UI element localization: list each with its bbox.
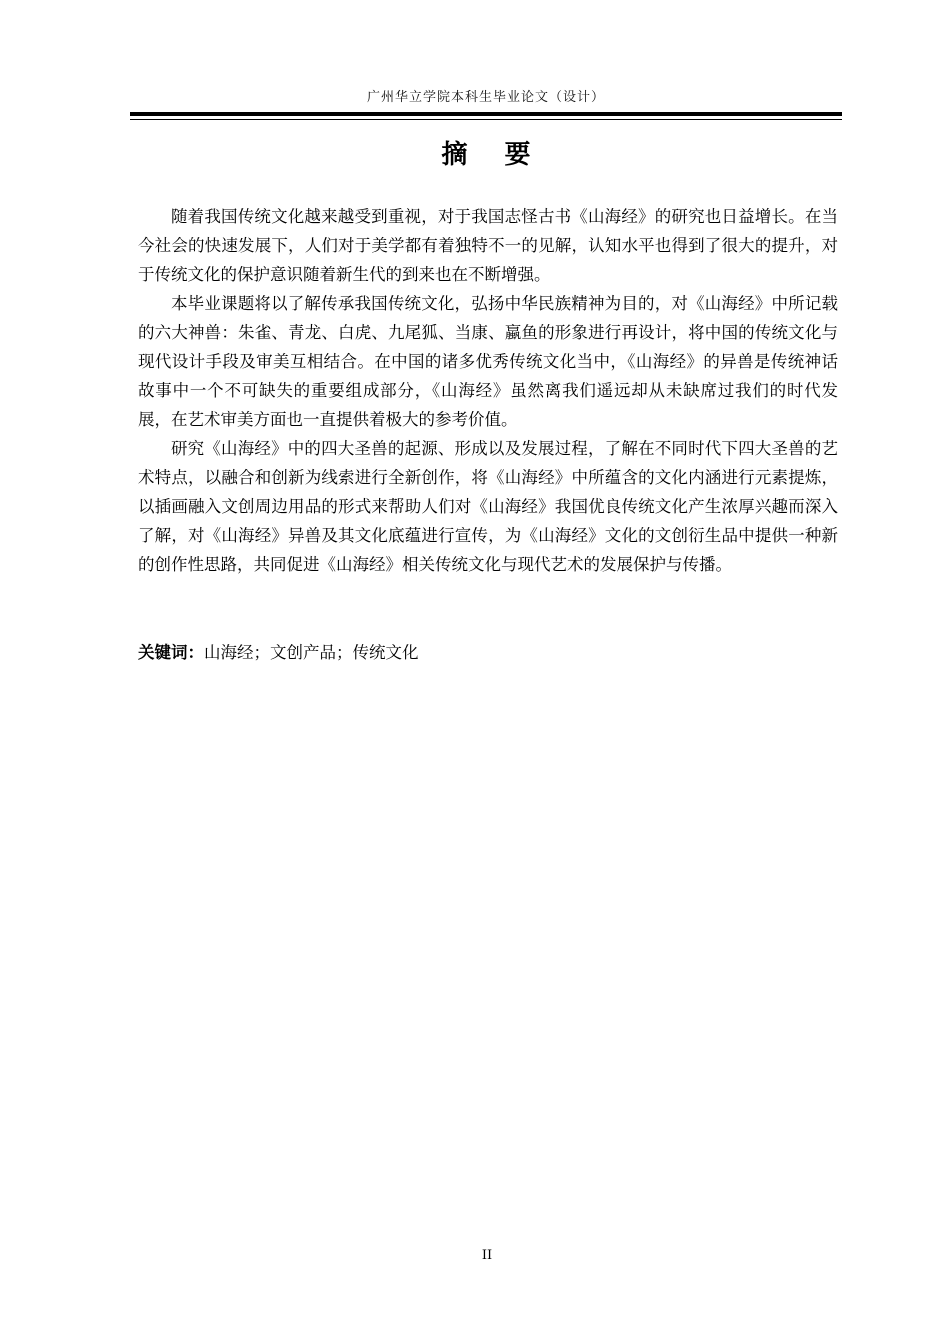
abstract-body bbox=[138, 202, 838, 579]
keywords-line bbox=[138, 638, 838, 667]
keywords-value: 山海经；文创产品；传统文化 bbox=[204, 643, 419, 662]
abstract-paragraph-1: 随着我国传统文化越来越受到重视，对于我国志怪古书《山海经》的研究也日益增长。在当今社会的快速发展下，人们对于美学都有着独特不一的见解，认知水平也得到了很大的提升，对于传统文化的保护意识随着新生代的到来也在不断增强。 bbox=[138, 207, 838, 284]
header-rule-thin bbox=[130, 119, 842, 120]
keywords-label: 关键词： bbox=[138, 643, 204, 662]
page-number: II bbox=[481, 1248, 493, 1263]
header-rule-thick bbox=[130, 112, 842, 116]
abstract-paragraph-2: 本毕业课题将以了解传承我国传统文化，弘扬中华民族精神为目的，对《山海经》中所记载的六大神兽：朱雀、青龙、白虎、九尾狐、当康、蠃鱼的形象进行再设计，将中国的传统文化与现代设计手段及审美互相结合。在中国的诸多优秀传统文化当中，《山海经》的异兽是传统神话故事中一个不可缺失的重要组成部分，《山海经》虽然离我们遥远却从未缺席过我们的时代发展，在艺术审美方面也一直提供着极大的参考价值。 bbox=[138, 294, 838, 429]
abstract-title: 摘 要 bbox=[441, 140, 545, 170]
page-header: 广州华立学院本科生毕业论文（设计） bbox=[366, 90, 605, 105]
abstract-paragraph-3: 研究《山海经》中的四大圣兽的起源、形成以及发展过程，了解在不同时代下四大圣兽的艺术特点，以融合和创新为线索进行全新创作，将《山海经》中所蕴含的文化内涵进行元素提炼，以插画融入文创周边用品的形式来帮助人们对《山海经》我国优良传统文化产生浓厚兴趣而深入了解，对《山海经》异兽及其文化底蕴进行宣传，为《山海经》文化的文创衍生品中提供一种新的创作性思路，共同促进《山海经》相关传统文化与现代艺术的发展保护与传播。 bbox=[138, 439, 838, 574]
